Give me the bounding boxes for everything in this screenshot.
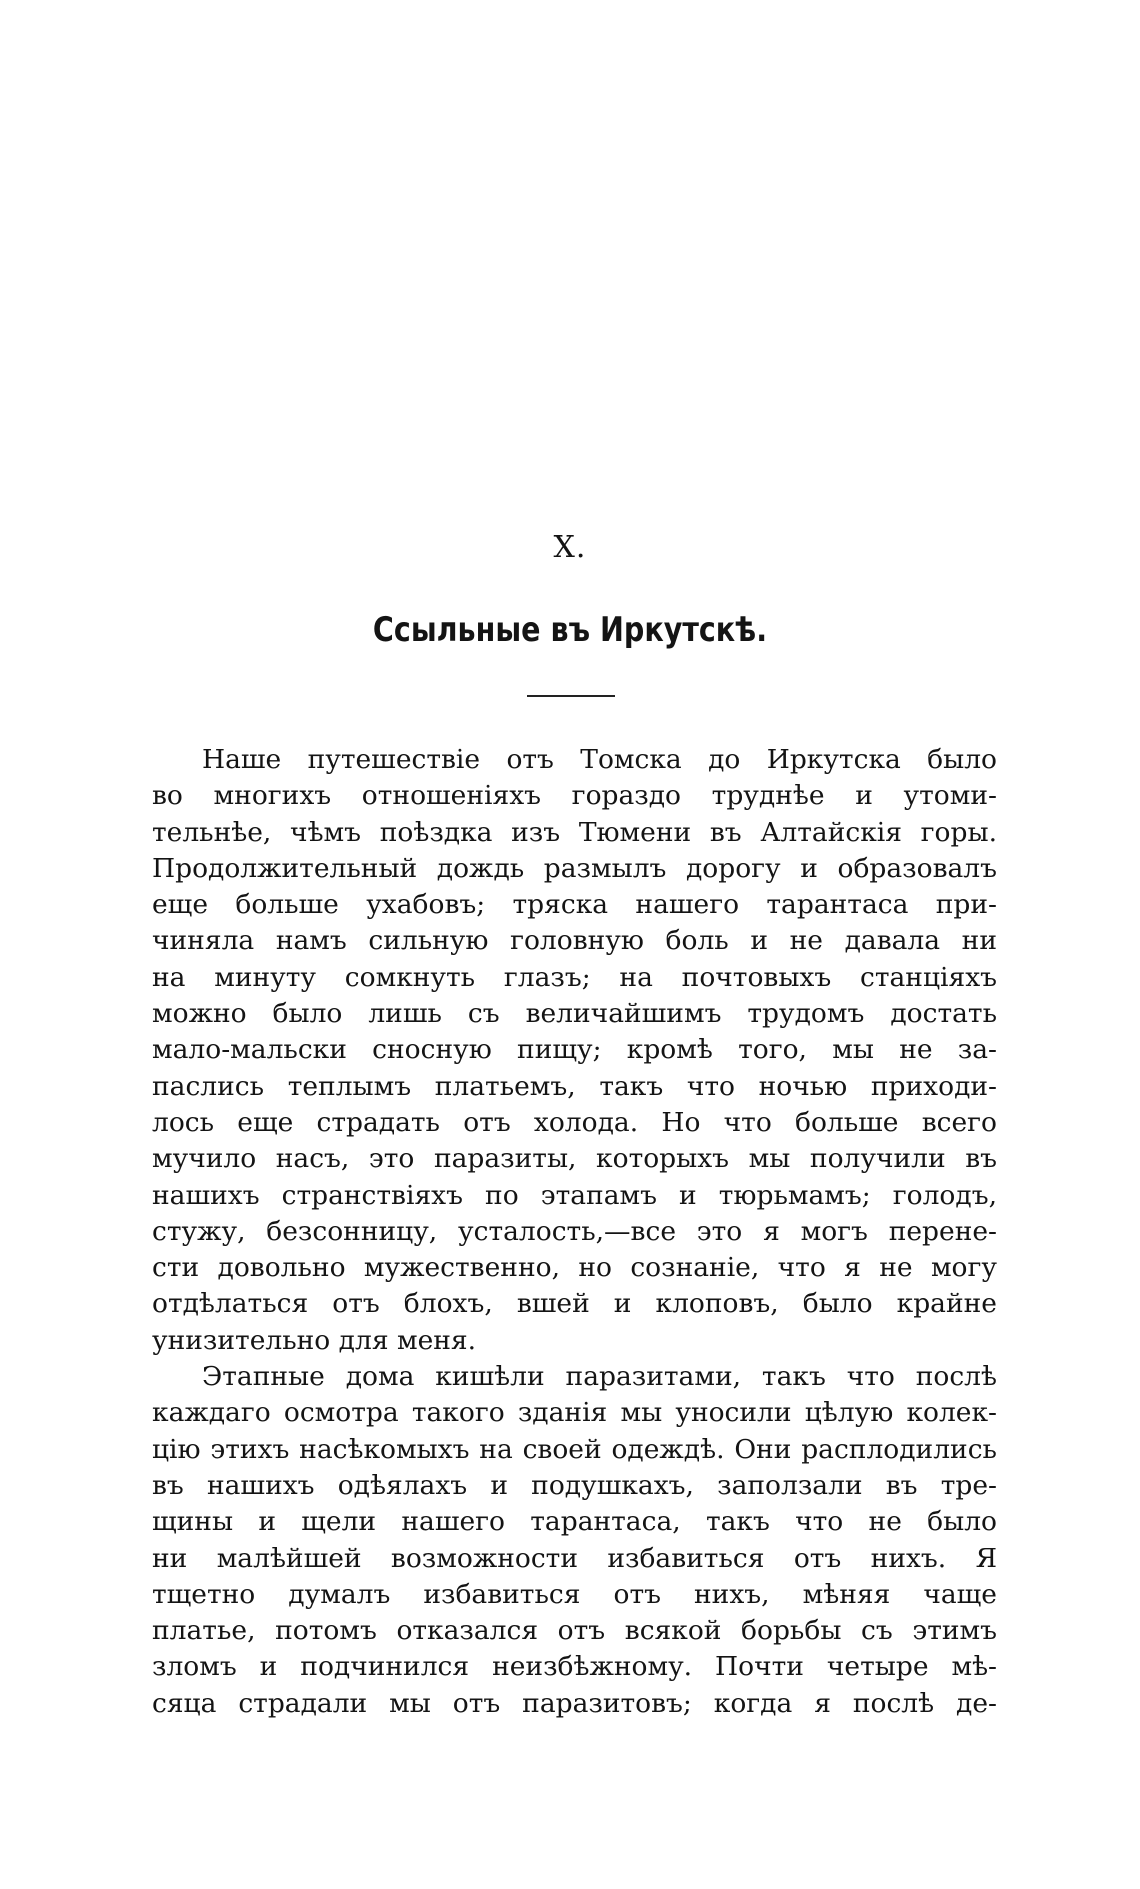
text-line: паслись теплымъ платьемъ, такъ что ночью приходи- [152,1070,997,1102]
text-line: зломъ и подчинился неизбѣжному. Почти четыре мѣ- [152,1651,997,1683]
chapter-number: X. [553,530,587,565]
text-line: каждаго осмотра такого зданія мы уносили цѣлую колек- [152,1397,997,1429]
text-line: тельнѣе, чѣмъ поѣздка изъ Тюмени въ Алтайскія горы. [152,816,997,848]
text-line: мучило насъ, это паразиты, которыхъ мы получили въ [152,1143,997,1175]
text-line: на минуту сомкнуть глазъ; на почтовыхъ станціяхъ [152,961,997,993]
body-text [152,742,997,1722]
text-line: тщетно думалъ избавиться отъ нихъ, мѣняя чаще [152,1578,997,1610]
text-line: ни малѣйшей возможности избавиться отъ нихъ. Я [152,1542,997,1574]
text-line: сяца страдали мы отъ паразитовъ; когда я послѣ де- [152,1687,997,1719]
text-line: Продолжительный дождь размылъ дорогу и образовалъ [152,852,997,884]
text-line: щины и щели нашего тарантаса, такъ что не было [152,1506,997,1538]
text-line: нашихъ странствіяхъ по этапамъ и тюрьмамъ; голодъ, [152,1179,997,1211]
text-line: можно было лишь съ величайшимъ трудомъ достать [152,998,997,1030]
chapter-title: Ссыльные въ Иркутскѣ. [372,610,768,650]
title-divider [527,695,615,697]
text-line: въ нашихъ одѣялахъ и подушкахъ, заползали въ тре- [152,1469,997,1501]
text-line: Наше путешествіе отъ Томска до Иркутска было [202,744,997,775]
text-line: платье, потомъ отказался отъ всякой борьбы съ этимъ [152,1615,997,1647]
text-line: цію этихъ насѣкомыхъ на своей одеждѣ. Они расплодились [152,1433,997,1465]
text-line: унизительно для меня. [152,1324,477,1356]
text-line: во многихъ отношеніяхъ гораздо труднѣе и утоми- [152,780,997,812]
text-line: чиняла намъ сильную головную боль и не давала ни [152,925,997,957]
text-line: отдѣлаться отъ блохъ, вшей и клоповъ, было крайне [152,1288,997,1320]
text-line: Этапные дома кишѣли паразитами, такъ что послѣ [202,1361,997,1393]
text-line: стужу, безсонницу, усталость,—все это я могъ перене- [152,1215,997,1247]
text-line: лось еще страдать отъ холода. Но что больше всего [152,1106,997,1138]
text-line: мало-мальски сносную пищу; кромѣ того, мы не за- [152,1034,997,1066]
text-line: еще больше ухабовъ; тряска нашего тарантаса при- [152,889,997,921]
text-line: сти довольно мужественно, но сознаніе, что я не могу [152,1252,997,1284]
